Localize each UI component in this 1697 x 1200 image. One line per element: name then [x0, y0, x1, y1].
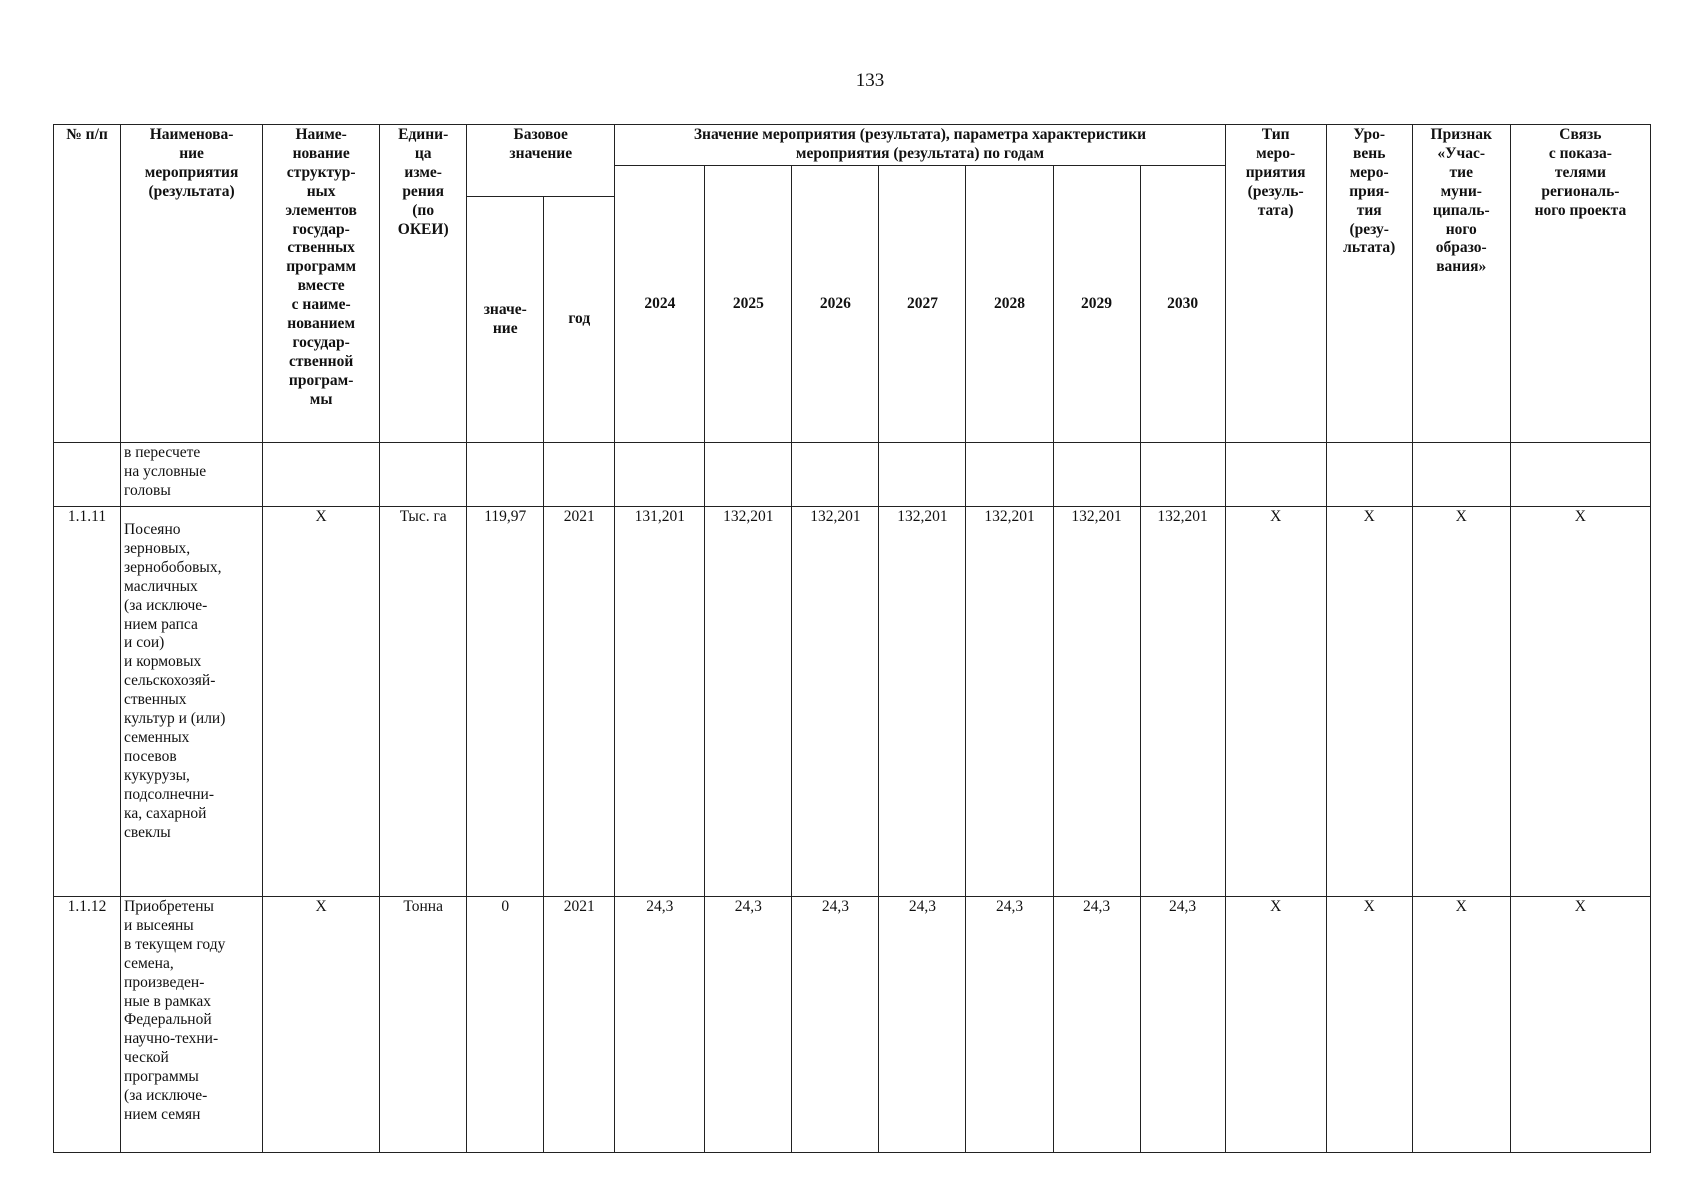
header-year-2030: 2030	[1140, 166, 1225, 443]
header-link: Связь с показа- телями региональ- ного проекта	[1510, 125, 1650, 443]
row-level: X	[1326, 507, 1412, 897]
row-value-2026: 132,201	[792, 507, 879, 897]
table-body	[54, 443, 1651, 1153]
row-name: Посеяно зерновых, зернобобовых, масличных (за исключе- нием рапса и сои) и кормовых сельскохозяй- ственных культур и (или) семенных посевов кукурузы, подсолнечни- ка, сахарной свеклы	[121, 507, 263, 897]
header-year-2029: 2029	[1053, 166, 1140, 443]
row-value-2026	[792, 443, 879, 507]
row-base-value: 0	[467, 897, 544, 1153]
header-year-2028: 2028	[966, 166, 1053, 443]
row-name: в пересчете на условные головы	[121, 443, 263, 507]
row-value-2029: 132,201	[1053, 507, 1140, 897]
header-base: Базовое значение	[467, 125, 615, 197]
row-unit: Тонна	[380, 897, 467, 1153]
table-row	[54, 443, 1651, 507]
row-value-2030	[1140, 443, 1225, 507]
header-base-year: год	[544, 197, 615, 443]
row-value-2025: 132,201	[705, 507, 792, 897]
row-base-value: 119,97	[467, 507, 544, 897]
row-num: 1.1.12	[54, 897, 121, 1153]
header-year-2026: 2026	[792, 166, 879, 443]
row-link: X	[1510, 507, 1650, 897]
row-base-year: 2021	[544, 897, 615, 1153]
row-num	[54, 443, 121, 507]
table-header	[54, 125, 1651, 443]
row-value-2030: 24,3	[1140, 897, 1225, 1153]
row-unit: Тыс. га	[380, 507, 467, 897]
row-link: X	[1510, 897, 1650, 1153]
row-unit	[380, 443, 467, 507]
row-link	[1510, 443, 1650, 507]
row-value-2028: 24,3	[966, 897, 1053, 1153]
header-type: Тип меро- приятия (резуль- тата)	[1225, 125, 1326, 443]
row-base-year	[544, 443, 615, 507]
row-value-2027: 132,201	[879, 507, 966, 897]
row-level: X	[1326, 897, 1412, 1153]
header-year-2027: 2027	[879, 166, 966, 443]
row-value-2026: 24,3	[792, 897, 879, 1153]
row-structural: X	[263, 897, 380, 1153]
row-value-2025: 24,3	[705, 897, 792, 1153]
header-year-2025: 2025	[705, 166, 792, 443]
row-value-2027	[879, 443, 966, 507]
row-municipal: X	[1412, 897, 1510, 1153]
row-structural: X	[263, 507, 380, 897]
header-num: № п/п	[54, 125, 121, 443]
row-value-2028	[966, 443, 1053, 507]
row-value-2025	[705, 443, 792, 507]
row-value-2024	[615, 443, 705, 507]
header-values-by-year: Значение мероприятия (результата), параметра характеристики мероприятия (результата) по годам	[615, 125, 1225, 166]
row-value-2028: 132,201	[966, 507, 1053, 897]
row-base-year: 2021	[544, 507, 615, 897]
header-year-2024: 2024	[615, 166, 705, 443]
row-value-2029	[1053, 443, 1140, 507]
row-value-2024: 24,3	[615, 897, 705, 1153]
table-row	[54, 897, 1651, 1153]
header-name: Наименова- ние мероприятия (результата)	[121, 125, 263, 443]
row-type	[1225, 443, 1326, 507]
row-structural	[263, 443, 380, 507]
header-base-value: значе- ние	[467, 197, 544, 443]
header-municipal: Признак «Учас- тие муни- ципаль- ного образо- вания»	[1412, 125, 1510, 443]
header-unit: Едини- ца изме- рения (по ОКЕИ)	[380, 125, 467, 443]
row-value-2029: 24,3	[1053, 897, 1140, 1153]
header-structural: Наиме- нование структур- ных элементов государ- ственных программ вместе с наиме- нованием государ- ственной програм- мы	[263, 125, 380, 443]
row-name: Приобретены и высеяны в текущем году семена, произведен- ные в рамках Федеральной научно-техни- ческой программы (за исключе- нием семян	[121, 897, 263, 1153]
row-value-2030: 132,201	[1140, 507, 1225, 897]
row-value-2024: 131,201	[615, 507, 705, 897]
header-level: Уро- вень меро- прия- тия (резу- льтата)	[1326, 125, 1412, 443]
row-base-value	[467, 443, 544, 507]
row-type: X	[1225, 897, 1326, 1153]
row-municipal: X	[1412, 507, 1510, 897]
row-num: 1.1.11	[54, 507, 121, 897]
table-row	[54, 507, 1651, 897]
measures-table	[53, 124, 1651, 1153]
row-type: X	[1225, 507, 1326, 897]
page-number: 133	[855, 70, 885, 91]
row-municipal	[1412, 443, 1510, 507]
row-level	[1326, 443, 1412, 507]
row-value-2027: 24,3	[879, 897, 966, 1153]
